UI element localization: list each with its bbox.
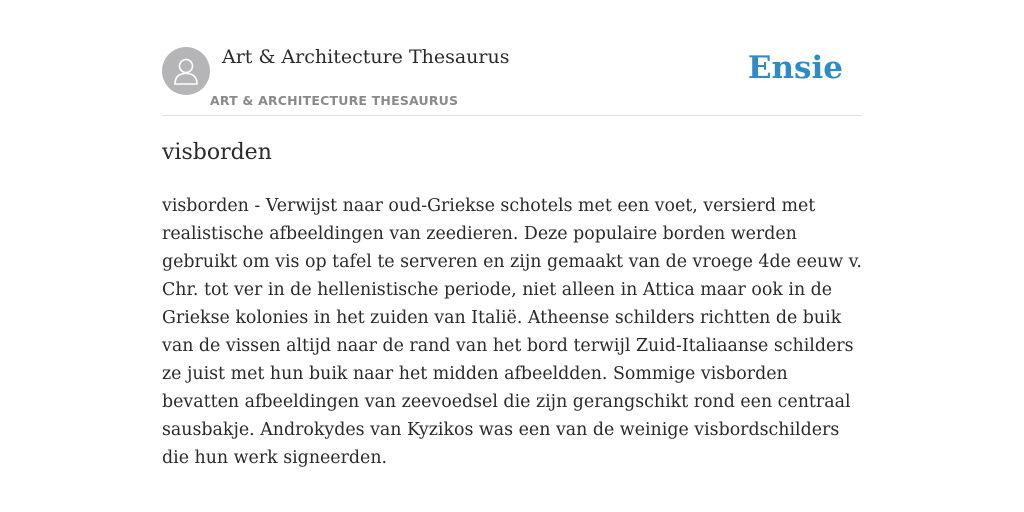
article-body: visborden - Verwijst naar oud-Griekse schotels met een voet, versierd met realistische afbeeldingen van zeedieren. Deze populaire borden werden gebruikt om vis op tafel te serveren en zijn gemaakt van de vroege 4de eeuw v. Chr. tot ver in de hellenistische periode, niet alleen in Attica maar ook in de Griekse kolonies in het zuiden van Italië. Atheense schilders richtten de buik van de vissen altijd naar de rand van het bord terwijl Zuid-Italiaanse schilders ze juist met hun buik naar het midden afbeeldden. Sommige visborden bevatten afbeeldingen van zeevoedsel die zijn gerangschikt rond een centraal sausbakje. Androkydes van Kyzikos was een van de weinige visbordschilders die hun werk signeerden. xyxy=(162,196,862,468)
author-subtitle[interactable]: ART & ARCHITECTURE THESAURUS xyxy=(210,93,459,108)
user-icon xyxy=(172,56,200,86)
author-avatar[interactable] xyxy=(162,47,210,95)
header-divider xyxy=(162,115,862,116)
brand-logo[interactable]: Ensie xyxy=(747,50,843,86)
author-name[interactable]: Art & Architecture Thesaurus xyxy=(222,46,510,68)
article-title: visborden xyxy=(162,140,272,165)
